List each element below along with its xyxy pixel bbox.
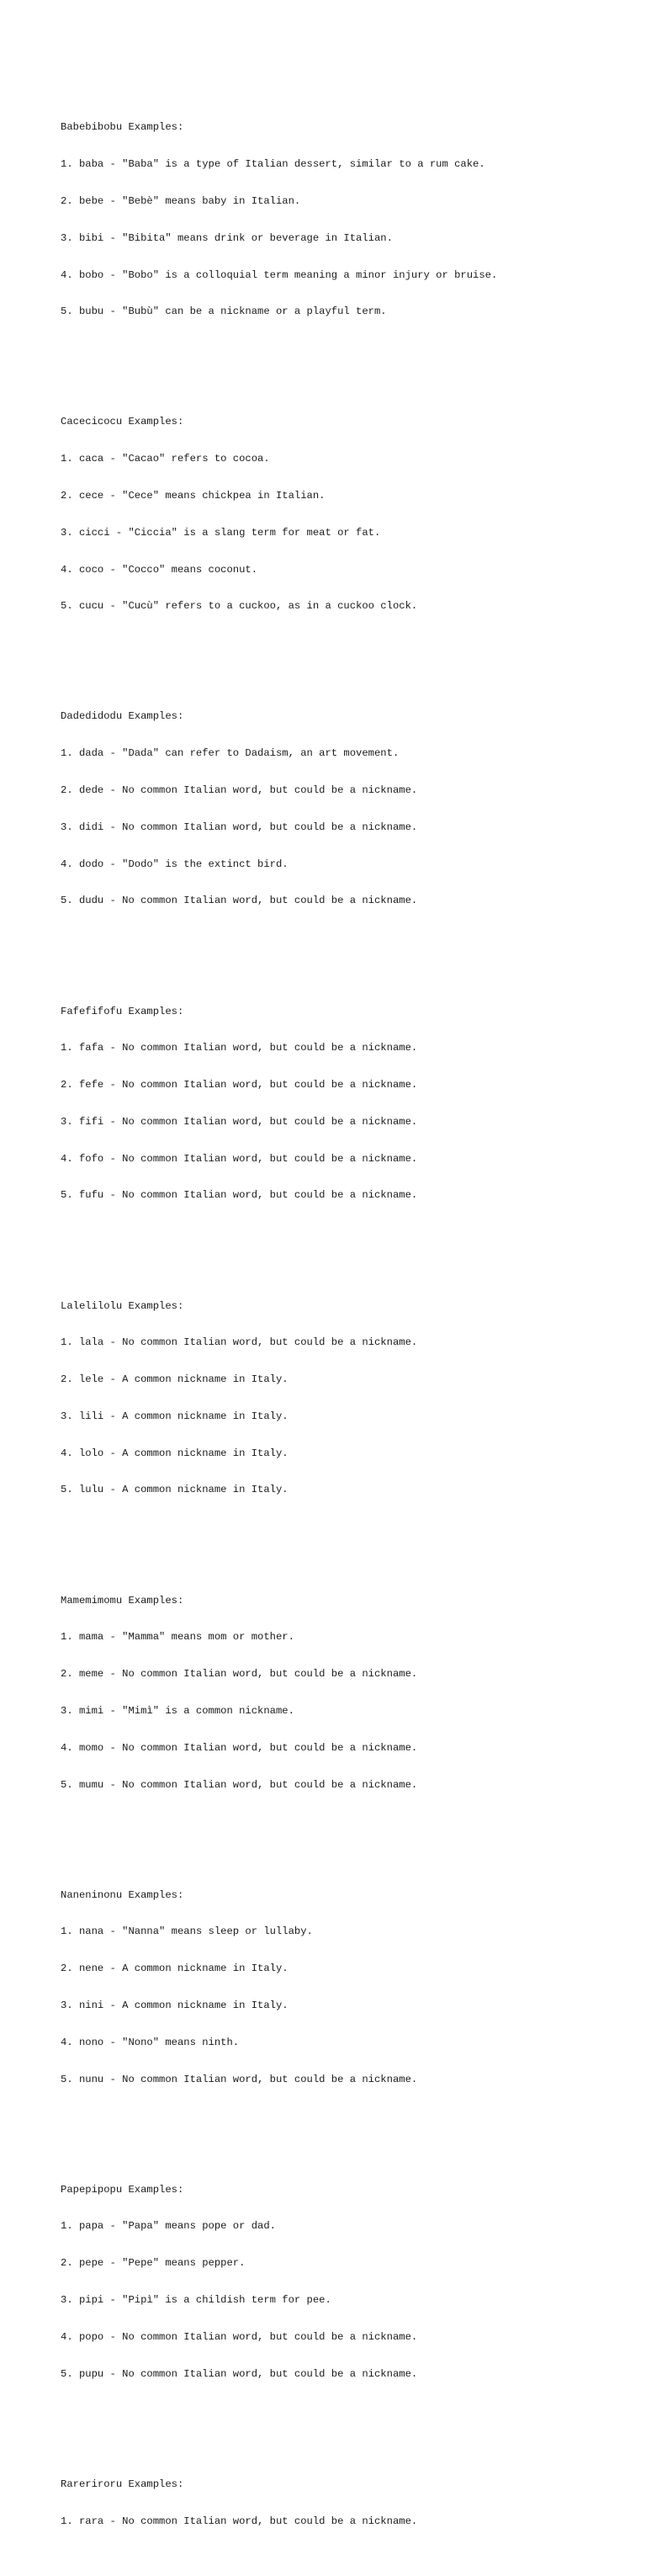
list-item: 5. cucu - "Cucù" refers to a cuckoo, as in a cuckoo clock. (61, 600, 418, 613)
list-item: 5. mumu - No common Italian word, but could be a nickname. (61, 1778, 418, 1791)
section-rareriroru (61, 2454, 641, 2552)
section-title: Rareriroru Examples: (61, 2478, 184, 2490)
list-item: 4. dodo - "Dodo" is the extinct bird. (61, 858, 289, 870)
list-item: 1. baba - "Baba" is a type of Italian dessert, similar to a rum cake. (61, 158, 485, 171)
list-item: 1. dada - "Dada" can refer to Dadaism, an art movement. (61, 747, 400, 760)
section-title: Papepipopu Examples: (61, 2183, 184, 2196)
list-item: 4. coco - "Cocco" means coconut. (61, 563, 258, 576)
list-item: 4. momo - No common Italian word, but could be a nickname. (61, 1741, 418, 1754)
list-item: 1. fafa - No common Italian word, but could be a nickname. (61, 1042, 418, 1054)
list-item: 1. mama - "Mamma" means mom or mother. (61, 1631, 294, 1644)
section-title: Naneninonu Examples: (61, 1888, 184, 1901)
list-item: 3. lili - A common nickname in Italy. (61, 1410, 289, 1422)
section-title: Cacecicocu Examples: (61, 416, 184, 428)
list-item: 3. nini - A common nickname in Italy. (61, 2000, 289, 2011)
list-item: 2. pepe - "Pepe" means pepper. (61, 2257, 246, 2270)
section-dadedidodu (61, 686, 641, 932)
section-title: Babebibobu Examples: (61, 121, 184, 134)
section-title: Mamemimomu Examples: (61, 1594, 184, 1607)
list-item: 2. nene - A common nickname in Italy. (61, 1963, 289, 1975)
list-item: 2. lele - A common nickname in Italy. (61, 1373, 289, 1386)
list-item: 3. didi - No common Italian word, but could be a nickname. (61, 821, 418, 833)
document-body (61, 72, 641, 2576)
list-item: 4. bobo - "Bobo" is a colloquial term meaning a minor injury or bruise. (61, 268, 498, 281)
list-item: 2. cece - "Cece" means chickpea in Italian. (61, 489, 326, 502)
list-item: 3. pipi - "Pipì" is a childish term for pee. (61, 2294, 331, 2307)
list-item: 1. lala - No common Italian word, but could be a nickname. (61, 1336, 418, 1349)
list-item: 3. bibi - "Bibita" means drink or beverage in Italian. (61, 231, 393, 244)
section-cacecicocu (61, 391, 641, 637)
list-item: 3. cicci - "Ciccia" is a slang term for meat or fat. (61, 526, 381, 539)
list-item: 2. bebe - "Bebè" means baby in Italian. (61, 194, 301, 207)
list-item: 1. papa - "Papa" means pope or dad. (61, 2220, 276, 2233)
list-item: 5. bubu - "Bubù" can be a nickname or a playful term. (61, 305, 387, 318)
list-item: 2. dede - No common Italian word, but could be a nickname. (61, 784, 418, 797)
list-item: 1. nana - "Nanna" means sleep or lullaby. (61, 1925, 313, 1938)
section-naneninonu (61, 1864, 641, 2110)
list-item: 5. nunu - No common Italian word, but could be a nickname. (61, 2073, 418, 2085)
section-mamemimomu (61, 1570, 641, 1815)
section-lalelilolu (61, 1275, 641, 1521)
list-item: 5. fufu - No common Italian word, but could be a nickname. (61, 1189, 418, 1202)
list-item: 2. meme - No common Italian word, but could be a nickname. (61, 1668, 418, 1681)
list-item: 4. nono - "Nono" means ninth. (61, 2036, 240, 2048)
section-title: Lalelilolu Examples: (61, 1299, 184, 1312)
section-babebibobu (61, 97, 641, 343)
list-item: 5. dudu - No common Italian word, but could be a nickname. (61, 895, 418, 907)
list-item: 1. caca - "Cacao" refers to cocoa. (61, 453, 270, 465)
section-fafefifofu (61, 980, 641, 1226)
list-item: 5. pupu - No common Italian word, but could be a nickname. (61, 2367, 418, 2380)
section-title: Fafefifofu Examples: (61, 1005, 184, 1017)
list-item: 2. fefe - No common Italian word, but could be a nickname. (61, 1079, 418, 1091)
list-item: 4. fofo - No common Italian word, but could be a nickname. (61, 1152, 418, 1165)
section-title: Dadedidodu Examples: (61, 710, 184, 723)
list-item: 5. lulu - A common nickname in Italy. (61, 1484, 289, 1496)
list-item: 4. popo - No common Italian word, but could be a nickname. (61, 2330, 418, 2343)
list-item: 4. lolo - A common nickname in Italy. (61, 1447, 289, 1459)
list-item: 1. rara - No common Italian word, but could be a nickname. (61, 2515, 418, 2527)
list-item: 3. mimi - "Mimì" is a common nickname. (61, 1704, 294, 1717)
section-papepipopu (61, 2159, 641, 2405)
list-item: 3. fifi - No common Italian word, but could be a nickname. (61, 1115, 418, 1128)
